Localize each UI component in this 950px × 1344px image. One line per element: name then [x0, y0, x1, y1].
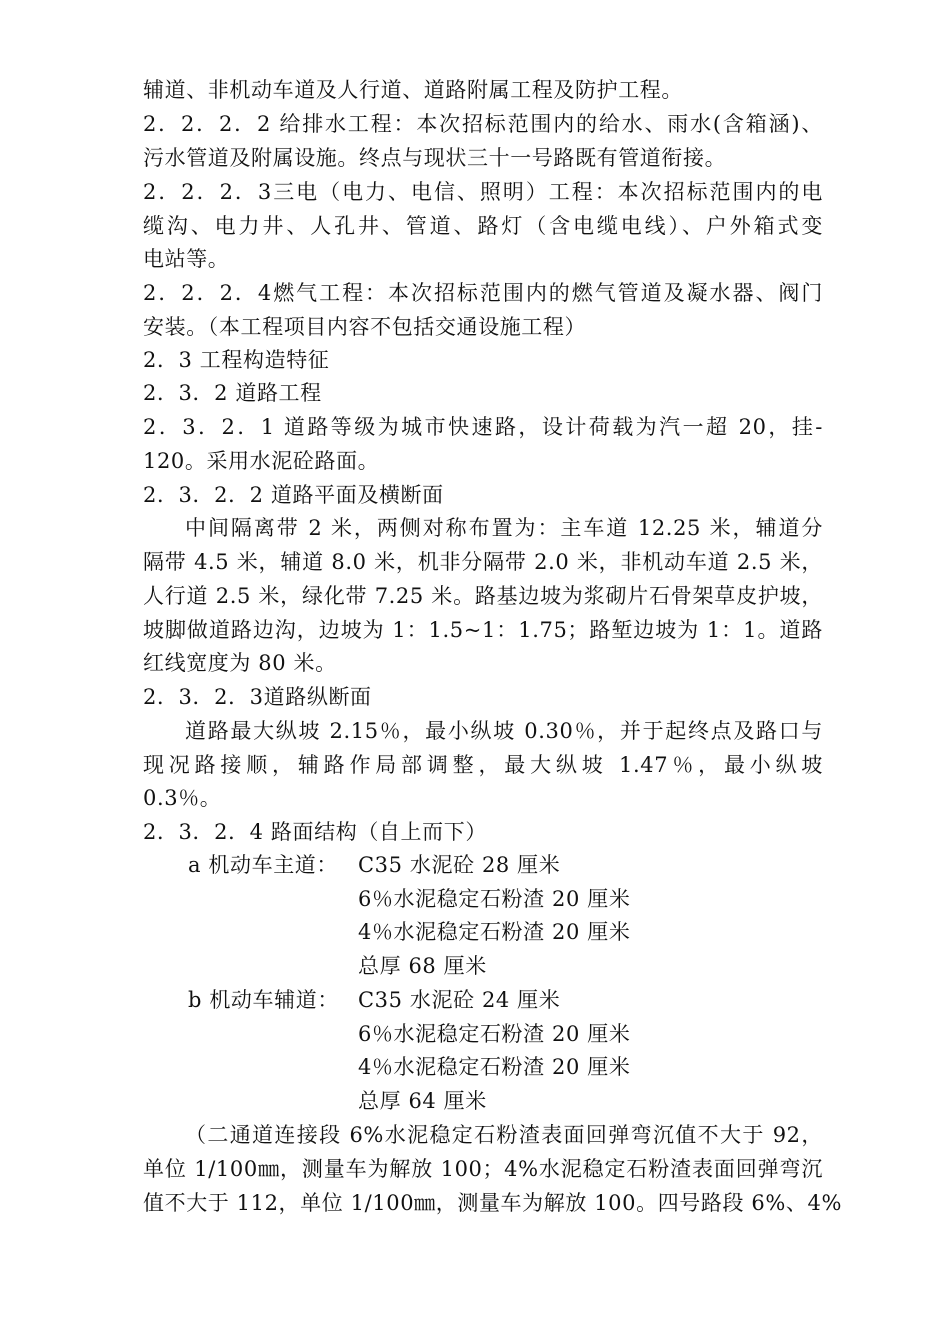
main-road-layer: C35 水泥砼 28 厘米: [358, 853, 561, 877]
text-line: 现况路接顺，辅路作局部调整，最大纵坡 1.47％，最小纵坡: [143, 753, 823, 777]
text-line: 隔带 4.5 米，辅道 8.0 米，机非分隔带 2.0 米，非机动车道 2.5 米，: [143, 550, 823, 574]
section-2-2-2-3: 2．2．2．3三电（电力、电信、照明）工程：本次招标范围内的电: [143, 180, 823, 204]
paragraph-first-line: 道路最大纵坡 2.15％，最小纵坡 0.30％，并于起终点及路口与: [185, 719, 823, 743]
main-road-total: 总厚 68 厘米: [358, 954, 487, 978]
side-road-layer: C35 水泥砼 24 厘米: [358, 988, 561, 1012]
text-line: 坡脚做道路边沟，边坡为 1：1.5~1：1.75；路堑边坡为 1：1。道路: [143, 618, 823, 642]
text-line: 0.3％。: [143, 786, 222, 810]
text-line: 值不大于 112，单位 1/100㎜，测量车为解放 100。四号路段 6%、4%: [143, 1191, 843, 1215]
text-line: 缆沟、电力井、人孔井、管道、路灯（含电缆电线）、户外箱式变: [143, 214, 823, 238]
section-heading-2-3-2-2: 2．3．2．2 道路平面及横断面: [143, 483, 444, 507]
text-line: 人行道 2.5 米，绿化带 7.25 米。路基边坡为浆砌片石骨架草皮护坡，: [143, 584, 823, 608]
text-line: 单位 1/100㎜，测量车为解放 100；4%水泥稳定石粉渣表面回弹弯沉: [143, 1157, 823, 1181]
side-road-layer: 6％水泥稳定石粉渣 20 厘米: [358, 1022, 631, 1046]
section-heading-2-3-2-4: 2．3．2．4 路面结构（自上而下）: [143, 820, 487, 844]
text-line: 电站等。: [143, 247, 230, 271]
side-road-layer: 4％水泥稳定石粉渣 20 厘米: [358, 1055, 631, 1079]
section-heading-2-3-2: 2．3．2 道路工程: [143, 381, 322, 405]
main-road-layer: 4％水泥稳定石粉渣 20 厘米: [358, 920, 631, 944]
text-line: 安装。（本工程项目内容不包括交通设施工程）: [143, 315, 587, 339]
section-heading-2-3: 2．3 工程构造特征: [143, 348, 330, 372]
side-road-label: b 机动车辅道：: [188, 988, 339, 1012]
section-2-2-2-2: 2．2．2．2 给排水工程：本次招标范围内的给水、雨水(含箱涵)、: [143, 112, 823, 136]
side-road-total: 总厚 64 厘米: [358, 1089, 487, 1113]
main-road-layer: 6％水泥稳定石粉渣 20 厘米: [358, 887, 631, 911]
main-road-label: a 机动车主道：: [188, 853, 338, 877]
text-line: 120。采用水泥砼路面。: [143, 449, 380, 473]
paragraph-first-line: 中间隔离带 2 米，两侧对称布置为：主车道 12.25 米，辅道分: [185, 516, 823, 540]
section-heading-2-3-2-3: 2．3．2．3道路纵断面: [143, 685, 372, 709]
note-first-line: （二通道连接段 6%水泥稳定石粉渣表面回弹弯沉值不大于 92，: [185, 1123, 823, 1147]
section-2-3-2-1: 2．3．2．1 道路等级为城市快速路，设计荷载为汽一超 20，挂-: [143, 415, 823, 439]
text-line: 污水管道及附属设施。终点与现状三十一号路既有管道衔接。: [143, 146, 727, 170]
text-line: 红线宽度为 80 米。: [143, 651, 337, 675]
text-line: 辅道、非机动车道及人行道、道路附属工程及防护工程。: [143, 78, 683, 102]
section-2-2-2-4: 2．2．2．4燃气工程：本次招标范围内的燃气管道及凝水器、阀门: [143, 281, 823, 305]
